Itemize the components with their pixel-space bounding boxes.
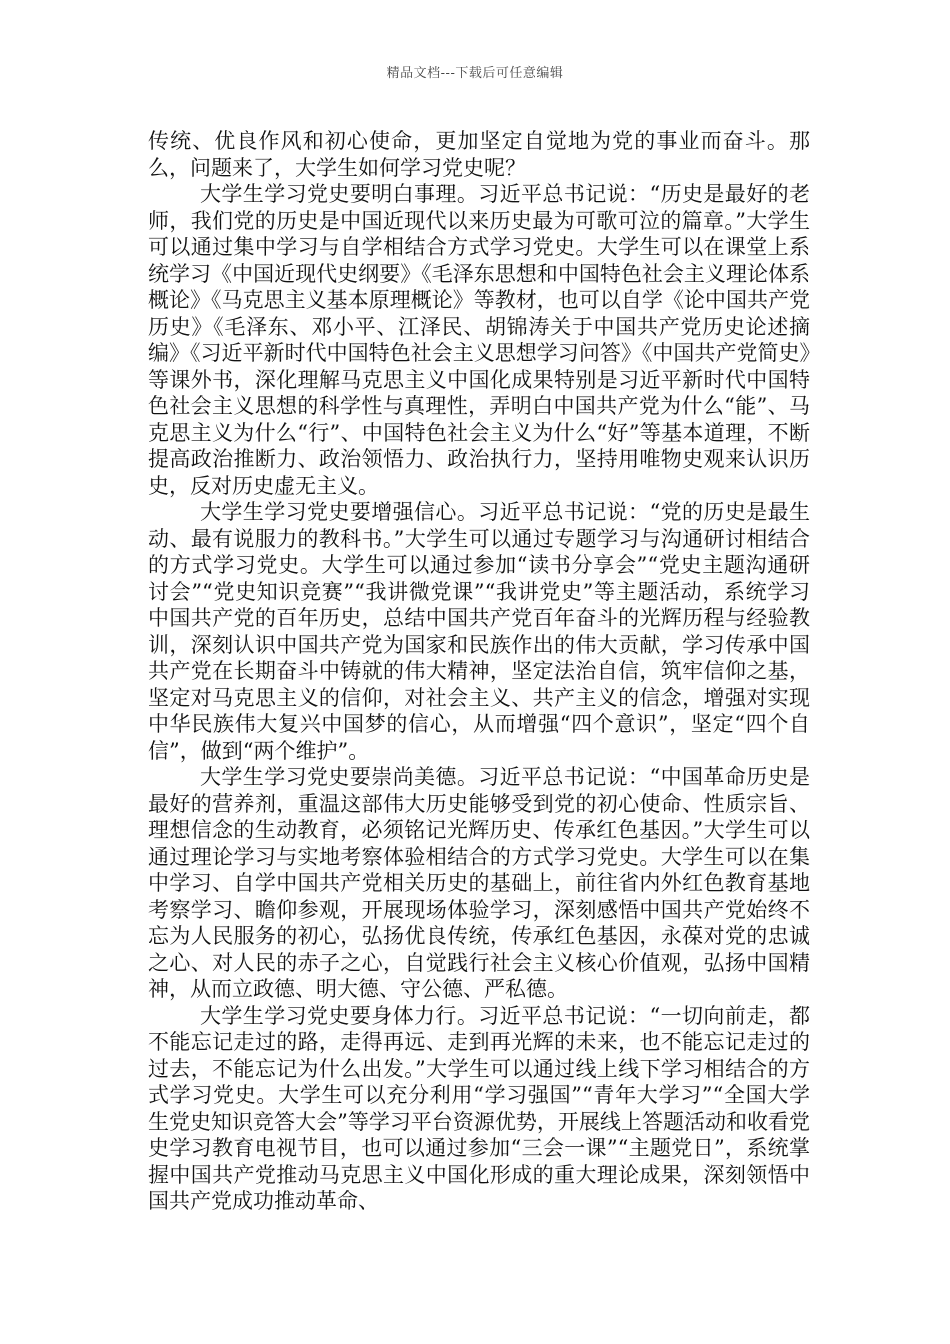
paragraph-strengthen-confidence: 大学生学习党史要增强信心。习近平总书记说：“党的历史是最生动、最有说服力的教科书。”大学生可以通过专题学习与沟通研讨相结合的方式学习党史。大学生可以通过参加“读书分享会”“党史主题沟通研讨会”“党史知识竞赛”“我讲微党课”“我讲党史”等主题活动，系统学习中国共产党的百年历史，总结中国共产党百年奋斗的光辉历程与经验教训，深刻认识中国共产党为国家和民族作出的伟大贡献，学习传承中国共产党在长期奋斗中铸就的伟大精神，坚定法治自信，筑牢信仰之基，坚定对马克思主义的信仰，对社会主义、共产主义的信念，增强对实现中华民族伟大复兴中国梦的信心，从而增强“四个意识”，坚定“四个自信”，做到“两个维护”。 bbox=[148, 500, 810, 763]
paragraph-practice: 大学生学习党史要身体力行。习近平总书记说：“一切向前走，都不能忘记走过的路，走得再远、走到再光辉的未来，也不能忘记走过的过去，不能忘记为什么出发。”大学生可以通过线上线下学习相结合的方式学习党史。大学生可以充分利用“学习强国”“青年大学习”“全国大学生党史知识竞答大会”等学习平台资源优势，开展线上答题活动和收看党史学习教育电视节目，也可以通过参加“三会一课”“主题党日”，系统掌握中国共产党推动马克思主义中国化形成的重大理论成果，深刻领悟中国共产党成功推动革命、 bbox=[148, 1003, 810, 1213]
paragraph-continuation: 传统、优良作风和初心使命，更加坚定自觉地为党的事业而奋斗。那么，问题来了，大学生如何学习党史呢？ bbox=[148, 129, 810, 180]
paragraph-understand-reason: 大学生学习党史要明白事理。习近平总书记说：“历史是最好的老师，我们党的历史是中国近现代以来历史最为可歌可泣的篇章。”大学生可以通过集中学习与自学相结合方式学习党史。大学生可以在课堂上系统学习《中国近现代史纲要》《毛泽东思想和中国特色社会主义理论体系概论》《马克思主义基本原理概论》等教材，也可以自学《论中国共产党历史》《毛泽东、邓小平、江泽民、胡锦涛关于中国共产党历史论述摘编》《习近平新时代中国特色社会主义思想学习问答》《中国共产党简史》等课外书，深化理解马克思主义中国化成果特别是习近平新时代中国特色社会主义思想的科学性与真理性，弄明白中国共产党为什么“能”、马克思主义为什么“行”、中国特色社会主义为什么“好”等基本道理，不断提高政治推断力、政治领悟力、政治执行力，坚持用唯物史观来认识历史，反对历史虚无主义。 bbox=[148, 182, 810, 498]
page-header: 精品文档---下载后可任意编辑 bbox=[386, 66, 564, 81]
document-body bbox=[148, 128, 810, 1215]
paragraph-uphold-virtue: 大学生学习党史要崇尚美德。习近平总书记说：“中国革命历史是最好的营养剂，重温这部伟大历史能够受到党的初心使命、性质宗旨、理想信念的生动教育，必须铭记光辉历史、传承红色基因。”大学生可以通过理论学习与实地考察体验相结合的方式学习党史。大学生可以在集中学习、自学中国共产党相关历史的基础上，前往省内外红色教育基地考察学习、瞻仰参观，开展现场体验学习，深刻感悟中国共产党始终不忘为人民服务的初心，弘扬优良传统，传承红色基因，永葆对党的忠诚之心、对人民的赤子之心，自觉践行社会主义核心价值观，弘扬中国精神，从而立政德、明大德、守公德、严私德。 bbox=[148, 765, 810, 1001]
